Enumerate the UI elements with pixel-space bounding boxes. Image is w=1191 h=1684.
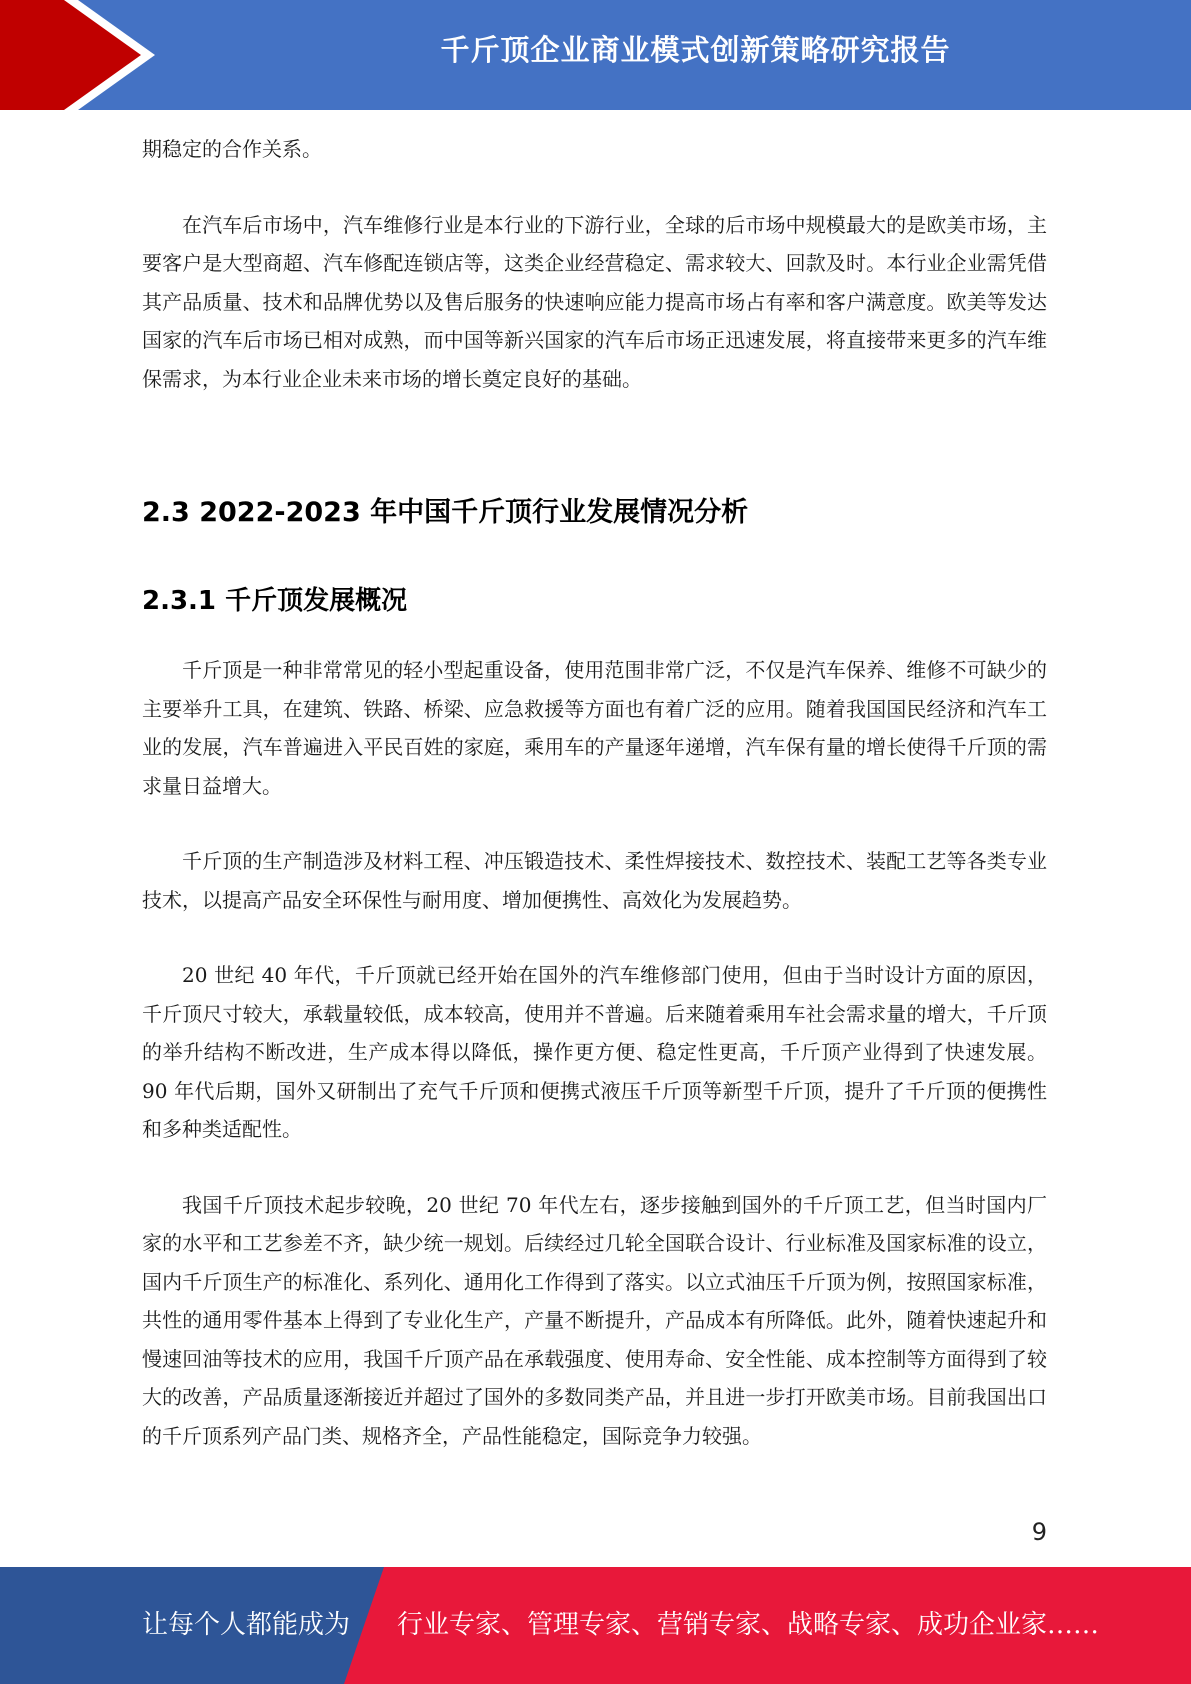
subsection-heading: 2.3.1 千斤顶发展概况	[142, 586, 408, 616]
footer-bar	[0, 1567, 1191, 1684]
page-content	[142, 130, 1047, 1455]
page-number: 9	[1031, 1518, 1047, 1546]
paragraph-overview: 千斤顶是一种非常常见的轻小型起重设备，使用范围非常广泛，不仅是汽车保养、维修不可缺少的主要举升工具，在建筑、铁路、桥梁、应急救援等方面也有着广泛的应用。随着我国国民经济和汽车工业的发展，汽车普遍进入平民百姓的家庭，乘用车的产量逐年递增，汽车保有量的增长使得千斤顶的需求量日益增大。	[142, 658, 1047, 798]
paragraph-domestic: 我国千斤顶技术起步较晚，20 世纪 70 年代左右，逐步接触到国外的千斤顶工艺，但当时国内厂家的水平和工艺参差不齐，缺少统一规划。后续经过几轮全国联合设计、行业标准及国家标准的设立，国内千斤顶生产的标准化、系列化、通用化工作得到了落实。以立式油压千斤顶为例，按照国家标准，共性的通用零件基本上得到了专业化生产，产量不断提升，产品成本有所降低。此外，随着快速起升和慢速回油等技术的应用，我国千斤顶产品在承载强度、使用寿命、安全性能、成本控制等方面得到了较大的改善，产品质量逐渐接近并超过了国外的多数同类产品，并且进一步打开欧美市场。目前我国出口的千斤顶系列产品门类、规格齐全，产品性能稳定，国际竞争力较强。	[142, 1192, 1047, 1448]
paragraph-continuation: 期稳定的合作关系。	[142, 137, 322, 161]
section-heading: 2.3 2022-2023 年中国千斤顶行业发展情况分析	[142, 497, 749, 528]
footer-slogan-left: 让每个人都能成为	[142, 1610, 351, 1640]
header-bar	[0, 0, 1191, 110]
paragraph-aftermarket: 在汽车后市场中，汽车维修行业是本行业的下游行业，全球的后市场中规模最大的是欧美市场，主要客户是大型商超、汽车修配连锁店等，这类企业经营稳定、需求较大、回款及时。本行业企业需凭借其产品质量、技术和品牌优势以及售后服务的快速响应能力提高市场占有率和客户满意度。欧美等发达国家的汽车后市场已相对成熟，而中国等新兴国家的汽车后市场正迅速发展，将直接带来更多的汽车维保需求，为本行业企业未来市场的增长奠定良好的基础。	[142, 212, 1047, 391]
footer-slogan-right: 行业专家、管理专家、营销专家、战略专家、成功企业家……	[397, 1610, 1100, 1640]
paragraph-history: 20 世纪 40 年代，千斤顶就已经开始在国外的汽车维修部门使用，但由于当时设计方面的原因，千斤顶尺寸较大，承载量较低，成本较高，使用并不普遍。后来随着乘用车社会需求量的增大，千斤顶的举升结构不断改进，生产成本得以降低，操作更方便、稳定性更高，千斤顶产业得到了快速发展。90 年代后期，国外又研制出了充气千斤顶和便携式液压千斤顶等新型千斤顶，提升了千斤顶的便携性和多种类适配性。	[142, 963, 1047, 1141]
paragraph-manufacturing: 千斤顶的生产制造涉及材料工程、冲压锻造技术、柔性焊接技术、数控技术、装配工艺等各类专业技术，以提高产品安全环保性与耐用度、增加便携性、高效化为发展趋势。	[142, 849, 1047, 912]
header-red-chevron	[0, 0, 152, 110]
report-title: 千斤顶企业商业模式创新策略研究报告	[440, 33, 951, 67]
